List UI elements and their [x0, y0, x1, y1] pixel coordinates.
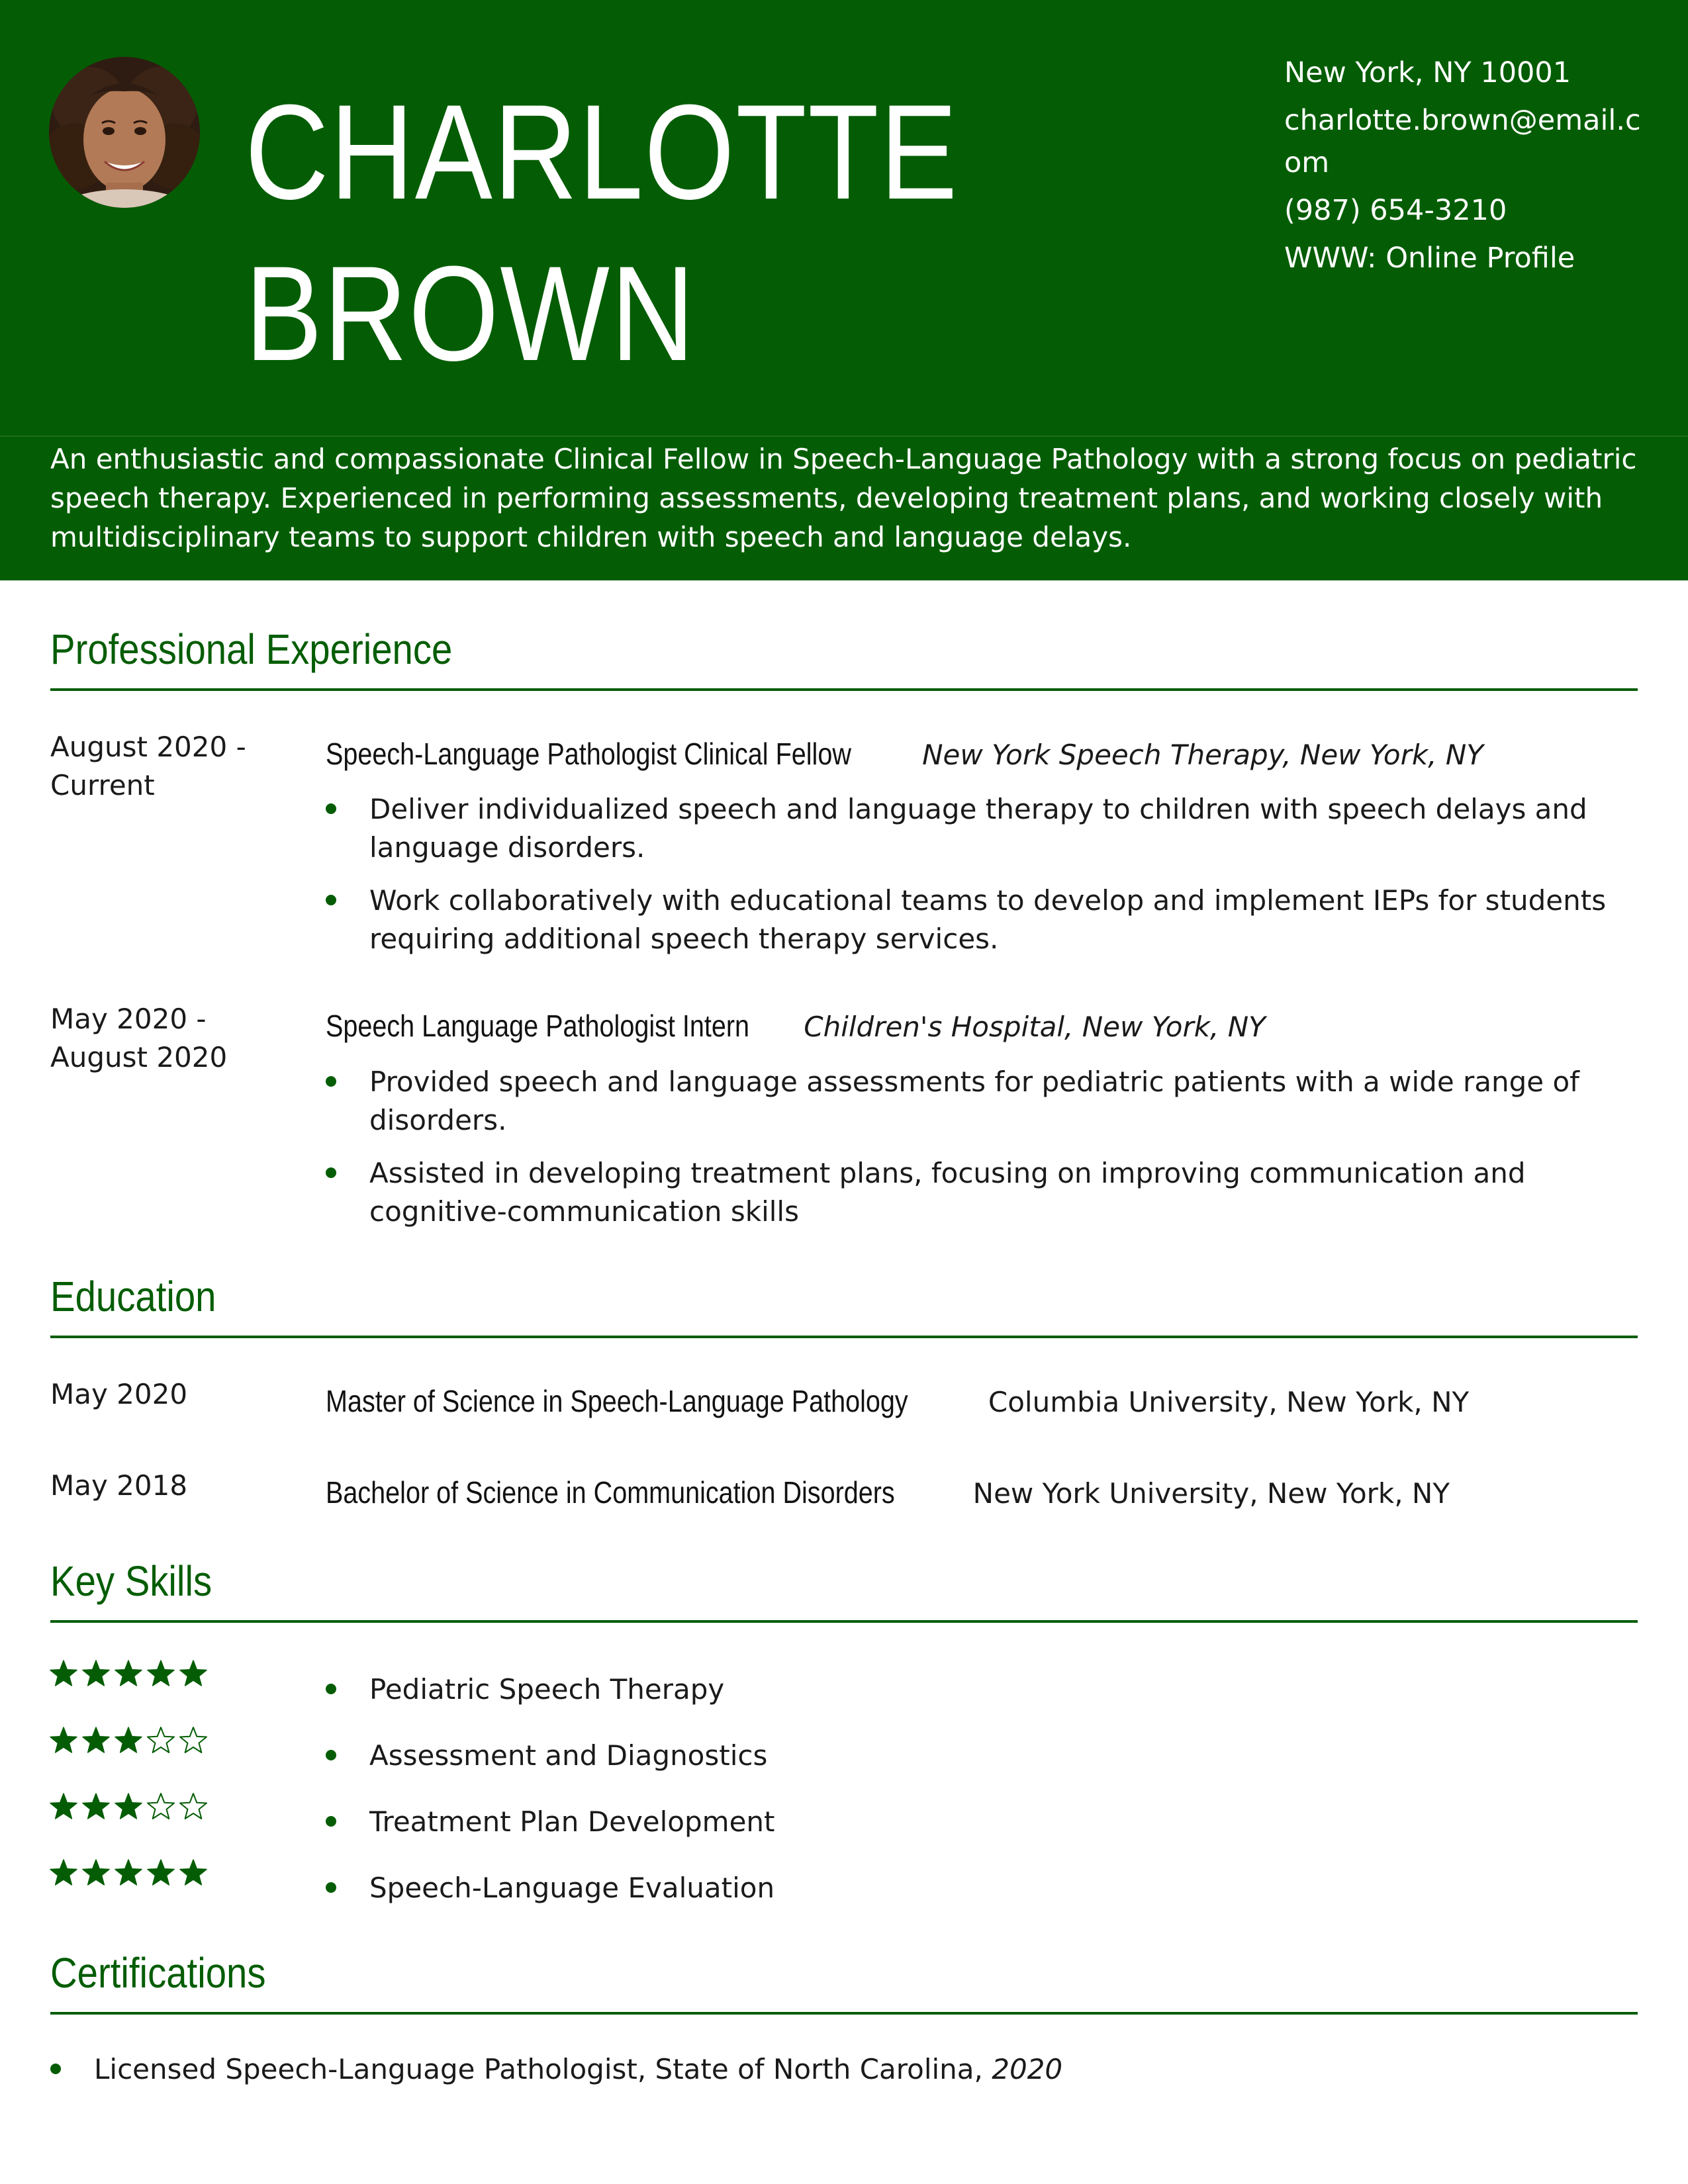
- experience-bullets: [326, 790, 1643, 973]
- education-divider: [50, 1336, 1638, 1338]
- list-item: Speech-Language Evaluation: [326, 1869, 774, 1907]
- list-item: Work collaboratively with educational teams to develop and implement IEPs for students requiring additional speech therapy services.: [326, 882, 1643, 958]
- list-item: [50, 2050, 1062, 2089]
- website-link[interactable]: WWW: Online Profile: [1284, 242, 1575, 275]
- bullet-icon: [50, 2064, 61, 2074]
- school: New York University, New York, NY: [972, 1477, 1450, 1510]
- list-item: Treatment Plan Development: [326, 1803, 775, 1841]
- education-heading: [326, 1473, 1450, 1513]
- skills-divider: [50, 1620, 1638, 1623]
- education-date: May 2020: [50, 1378, 188, 1410]
- experience-section-title: Professional Experience: [50, 625, 453, 673]
- last-name: BROWN: [245, 238, 696, 389]
- star-icon: [50, 1661, 77, 1686]
- star-icon: [180, 1860, 207, 1885]
- star-icon: [148, 1727, 174, 1752]
- skill-rating: [49, 1791, 221, 1824]
- employer: Children's Hospital, New York, NY: [804, 1011, 1266, 1043]
- star-icon: [83, 1727, 109, 1752]
- candidate-name: [245, 71, 959, 394]
- date-start: August 2020 -: [50, 731, 246, 763]
- star-icon: [50, 1727, 77, 1752]
- star-icon: [50, 1860, 77, 1885]
- bullet-icon: [326, 1750, 336, 1760]
- star-icon: [83, 1661, 109, 1686]
- bullet-icon: [326, 1076, 336, 1087]
- certification-year: 2020: [992, 2053, 1063, 2085]
- star-icon: [115, 1860, 142, 1885]
- star-icon: [180, 1661, 207, 1686]
- bullet-icon: [326, 1816, 336, 1827]
- star-icon: [115, 1727, 142, 1752]
- header-divider: [0, 435, 1688, 437]
- star-icon: [148, 1661, 174, 1686]
- star-icon: [180, 1794, 207, 1819]
- experience-heading: [326, 1007, 1266, 1046]
- star-icon: [180, 1727, 207, 1752]
- first-name: CHARLOTTE: [245, 77, 959, 228]
- skill-rating: [49, 1857, 221, 1890]
- degree: Bachelor of Science in Communication Disorders: [326, 1475, 895, 1510]
- portrait-photo-icon: [49, 57, 200, 208]
- star-icon: [50, 1794, 77, 1819]
- list-item: Assisted in developing treatment plans, focusing on improving communication and cognitive-communication skills: [326, 1154, 1643, 1231]
- contact-info: [1284, 52, 1642, 285]
- header-banner: [0, 0, 1688, 580]
- avatar: [49, 57, 200, 208]
- star-icon: [83, 1794, 109, 1819]
- education-date: May 2018: [50, 1469, 188, 1502]
- list-item: Provided speech and language assessments for pediatric patients with a wide range of disorders.: [326, 1063, 1643, 1140]
- star-icon: [115, 1661, 142, 1686]
- experience-divider: [50, 688, 1638, 691]
- skills-section-title: Key Skills: [50, 1557, 212, 1605]
- email[interactable]: charlotte.brown@email.com: [1284, 104, 1641, 179]
- experience-date: [50, 728, 302, 805]
- certifications-divider: [50, 2012, 1638, 2015]
- bullet-icon: [326, 803, 336, 814]
- star-icon: [148, 1860, 174, 1885]
- experience-bullets: [326, 1063, 1643, 1246]
- date-start: May 2020 -: [50, 1003, 207, 1035]
- star-icon: [115, 1794, 142, 1819]
- employer: New York Speech Therapy, New York, NY: [922, 739, 1483, 771]
- star-icon: [148, 1794, 174, 1819]
- school: Columbia University, New York, NY: [988, 1386, 1470, 1418]
- certifications-section-title: Certifications: [50, 1949, 266, 1997]
- education-section-title: Education: [50, 1273, 216, 1320]
- job-title: Speech Language Pathologist Intern: [326, 1009, 750, 1043]
- profile-summary: An enthusiastic and compassionate Clinical Fellow in Speech-Language Pathology with a strong focus on pediatric speech therapy. Experienced in performing assessments, developing treatment plans, and working closely with multidisciplinary teams to support children with speech and language delays.: [50, 443, 1637, 553]
- date-end: August 2020: [50, 1041, 228, 1073]
- experience-heading: [326, 735, 1483, 774]
- list-item: Deliver individualized speech and language therapy to children with speech delays and language disorders.: [326, 790, 1643, 867]
- skill-rating: [49, 1725, 221, 1758]
- list-item: Pediatric Speech Therapy: [326, 1670, 724, 1709]
- skill-rating: [49, 1658, 221, 1691]
- address: New York, NY 10001: [1284, 56, 1571, 89]
- experience-date: [50, 1000, 302, 1077]
- bullet-icon: [326, 1167, 336, 1178]
- bullet-icon: [326, 1882, 336, 1893]
- certification-text: Licensed Speech-Language Pathologist, State of North Carolina,: [94, 2053, 992, 2085]
- list-item: Assessment and Diagnostics: [326, 1737, 767, 1775]
- bullet-icon: [326, 895, 336, 905]
- job-title: Speech-Language Pathologist Clinical Fellow: [326, 737, 851, 771]
- phone[interactable]: (987) 654-3210: [1284, 194, 1507, 227]
- bullet-icon: [326, 1684, 336, 1694]
- education-heading: [326, 1382, 1469, 1422]
- degree: Master of Science in Speech-Language Pathology: [326, 1384, 908, 1418]
- star-icon: [83, 1860, 109, 1885]
- date-end: Current: [50, 769, 155, 801]
